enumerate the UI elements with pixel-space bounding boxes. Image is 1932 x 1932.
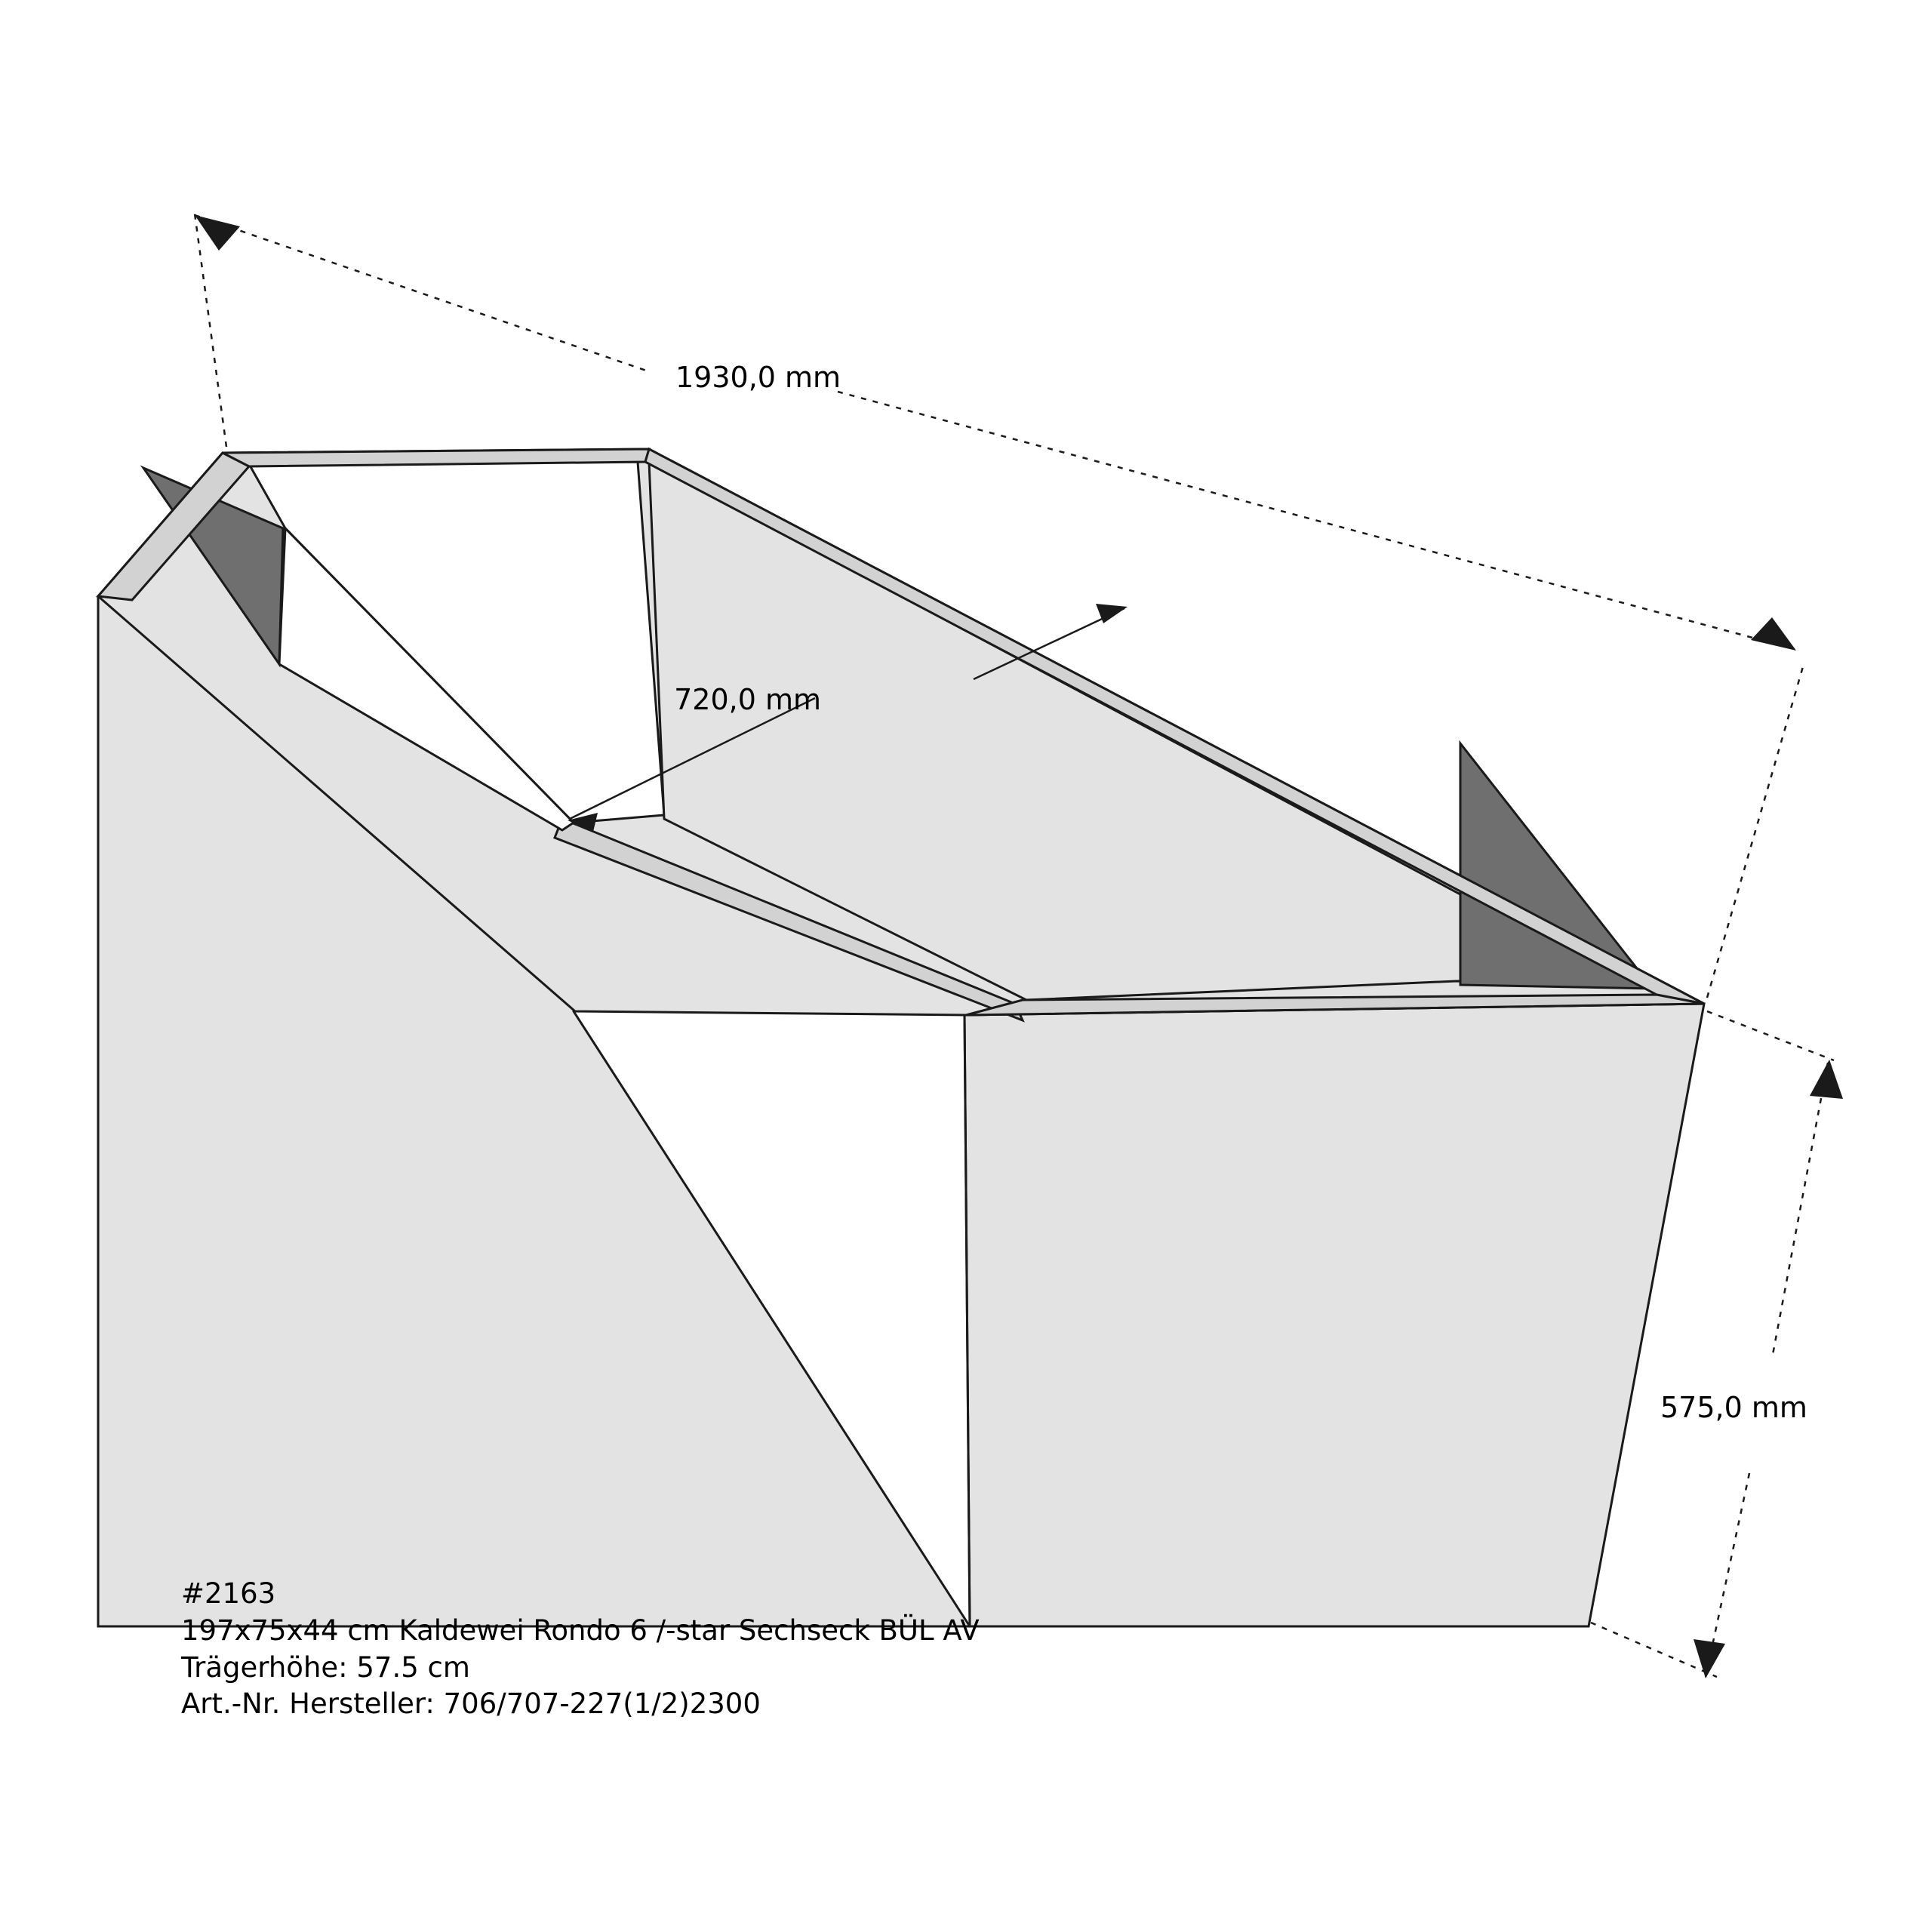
front-right-side-face <box>964 1004 1704 1626</box>
corner-gusset-right <box>1460 743 1653 989</box>
caption-block <box>181 1576 980 1723</box>
ext-line-length-end <box>1707 664 1804 998</box>
caption-item-number: #2163 <box>181 1577 276 1610</box>
dim-line-length-left <box>195 215 651 372</box>
dimension-label-width: 720,0 mm <box>674 683 821 716</box>
caption-product: 197x75x44 cm Kaldewei Rondo 6 /-star Sechseck BÜL AV <box>181 1614 980 1647</box>
arrowhead-height-bottom <box>1694 1639 1725 1678</box>
arrowhead-height-top <box>1810 1060 1843 1099</box>
dim-line-length-right <box>838 392 1795 649</box>
arrowhead-length-end <box>1751 617 1796 651</box>
caption-manufacturer-article: Art.-Nr. Hersteller: 706/707-227(1/2)2300 <box>181 1687 761 1721</box>
caption-carrier-height: Trägerhöhe: 57.5 cm <box>181 1651 470 1684</box>
dimension-label-height: 575,0 mm <box>1660 1391 1807 1424</box>
arrowhead-length-start <box>195 215 240 251</box>
dimension-label-length: 1930,0 mm <box>675 361 841 394</box>
dim-line-height-upper <box>1772 1063 1828 1358</box>
ext-line-length-start <box>195 214 226 447</box>
ext-line-height-top <box>1707 1011 1834 1060</box>
